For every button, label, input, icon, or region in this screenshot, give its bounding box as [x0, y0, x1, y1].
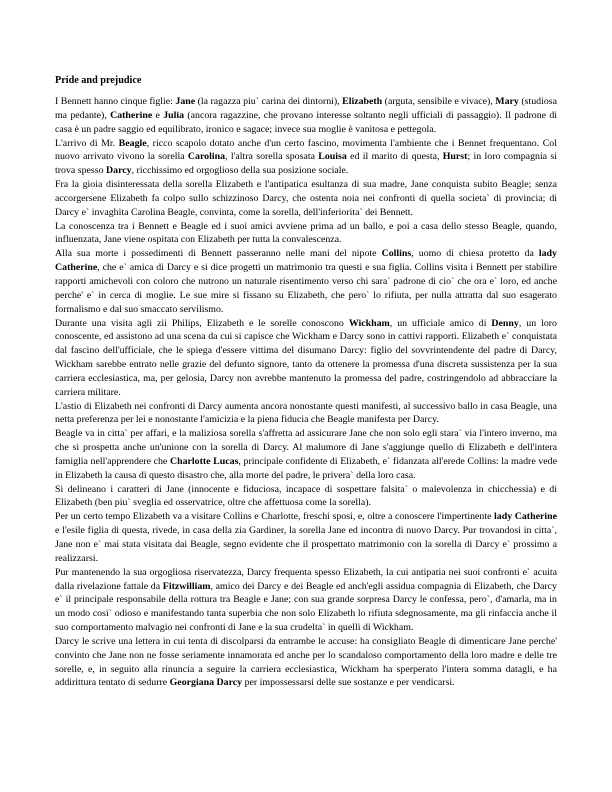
text-run: , ricchissimo ed orgoglioso della sua posizione sociale.	[131, 165, 349, 177]
bold-name: Mary	[495, 96, 519, 107]
text-run: Durante una visita agli zii Philips, Elizabeth e le sorelle conoscono	[55, 317, 349, 329]
text-run: Pur mantenendo la sua orgogliosa riservatezza, Darcy frequenta spesso Elizabeth, la cui antipatia nei suoi confronti e` acuita dalla rivelazione fattale da	[55, 566, 557, 592]
text-run: Si delineano i caratteri di Jane (innocente e fiduciosa, incapace di sospettare falsita` o malevolenza in chicchessia) e di Elizabeth (ben piu` sveglia ed osservatrice, oltre che affettuosa come la sorella).	[55, 483, 557, 509]
bold-name: lady Catherine	[494, 511, 557, 523]
text-run: (studiosa ma pedante),	[55, 96, 557, 121]
text-run: , amico dei Darcy e dei Beagle ed anch'egli assidua compagnia di Elizabeth, che Darcy e` il principale responsabile della rottura tra Beagle e Jane; con sua grande sorpresa Darcy le confessa, pero`, d'amarla, ma in un modo cosi` odioso e manifestando tanta superbia che non solo Elizabeth lo rifiuta sdegnosamente, ma gli rinfaccia anche il suo comportamento malvagio nei confronti di Jane e la sua crudelta` in quelli di Wickham.	[55, 580, 557, 634]
text-run: Fra la gioia disinteressata della sorella Elizabeth e l'antipatica esultanza di sua madre, Jane conquista subito Beagle; senza accorgersene Elizabeth fa colpo sullo schizzinoso Darcy, che ostenta noia nei confronti di quella societa` di provincia; di Darcy e` invaghita Carolina Beagle, convinta, come la sorella, dell'inferiorita` dei Bennett.	[55, 179, 557, 218]
text-run: , che e` amica di Darcy e si dice progetti un matrimonio tra questi e sua figlia. Collins visita i Bennett per stabilire rapporti amichevoli con coloro che nutrono un naturale risentimento verso chi sara` padrone di cio` che ora e` loro, ed anche perche' e` in cerca di moglie. Le sue mire si fissano su Elizabeth, che pero` lo rifiuta, per nulla attratta dal suo esagerato formalismo e dal suo smaccato servilismo.	[55, 262, 557, 315]
text-run: , uomo di chiesa protetto da	[411, 248, 539, 260]
text-run: , principale confidente di Elizabeth, e` fidanzata all'erede Collins: la madre vede in Elizabeth la causa di questo disastro che, alla morte del padre, le privera` della loro casa.	[55, 455, 558, 481]
paragraph	[55, 400, 557, 428]
bold-name: Jane	[175, 96, 196, 107]
text-run: Darcy le scrive una lettera in cui tenta di discolparsi da entrambe le accuse: ha consigliato Beagle di dimenticare Jane perche' convinto che Jane non ne fosse seriamente innamorata ed anche per lo scandaloso comportamento della loro madre e delle tre sorelle, e, in seguito alla rinuncia a seguire la carriera ecclesiastica, Wickham ha sperperato l'intera somma datagli, e ha addirittura tentato di sedurre	[55, 635, 557, 689]
paragraph	[55, 510, 557, 565]
bold-name: Wickham	[348, 317, 390, 329]
bold-name: Elizabeth	[342, 96, 383, 107]
bold-name: Georgiana Darcy	[169, 677, 243, 689]
text-run: ; in loro compagnia si trova spesso	[55, 151, 557, 177]
document-title: Pride and prejudice	[55, 75, 142, 86]
text-run: La conoscenza tra i Bennett e Beagle ed i suoi amici avviene prima ad un ballo, e poi a casa dello stesso Beagle, quando, influenzata, Jane viene ospitata con Elizabeth per tutta la convalescenza.	[55, 220, 557, 246]
text-run: , ricco scapolo dotato anche d'un certo fascino, movimenta l'ambiente che i Bennet frequentano. Col nuovo arrivato vivono la sorella	[55, 137, 557, 163]
text-run: Beagle va in citta` per affari, e la maliziosa sorella s'affretta ad assicurare Jane che non solo egli stara` via l'intero inverno, ma che si prospetta anche un'unione con la sorella di Darcy. Al malumore di Jane s'aggiunge quello di Elizabeth e dell'intera famiglia nell'apprendere che	[55, 428, 557, 467]
text-run: Alla sua morte i possedimenti di Bennett passeranno nelle mani del nipote	[55, 248, 382, 260]
paragraph	[55, 220, 557, 248]
text-run: Per un certo tempo Elizabeth va a visitare Collins e Charlotte, freschi sposi, e, oltre a conoscere l'impertinente	[55, 511, 495, 523]
text-run: e l'esile figlia di questa, rivede, in casa della zia Gardiner, la sorella Jane ed incontra di nuovo Darcy. Pur trovandosi in citta`, Jane non e` mai stata visitata dai Beagle, segno evidente che il prospettato matrimonio con la sorella di Darcy e` prossimo a realizzarsi.	[55, 525, 557, 564]
text-run: , l'altra sorella sposata	[225, 151, 319, 163]
text-run: L'astio di Elizabeth nei confronti di Darcy aumenta ancora nonostante questi manifesti, al successivo ballo in casa Beagle, una netta preferenza per lei e nonostante l'amicizia e la piena fiducia che Beagle manifesta per Darcy.	[55, 400, 557, 426]
text-run: per impossessarsi delle sue sostanze e per vendicarsi.	[242, 677, 455, 689]
text-run: (arguta, sensibile e vivace),	[382, 96, 496, 107]
document-content	[55, 74, 557, 690]
text-run: (la ragazza piu` carina dei dintorni),	[195, 96, 343, 107]
bold-name: Darcy	[106, 165, 132, 177]
bold-name: Charlotte Lucas	[169, 455, 239, 467]
bold-name: Catherine	[110, 109, 153, 121]
paragraph	[55, 247, 557, 316]
paragraph	[55, 95, 557, 137]
bold-name: Hurst	[442, 151, 468, 163]
text-run: L'arrivo di Mr.	[55, 137, 119, 149]
paragraph	[55, 427, 557, 482]
bold-name: Carolina	[187, 151, 226, 163]
text-run: (ancora ragazzine, che provano interesse soltanto negli ufficiali di passaggio). Il padrone di casa è un padre saggio ed equilibrato, ironico e sagace; invece sua moglie è vanitosa e pettegola.	[55, 109, 558, 135]
text-run: , un loro conoscente, ed assistono ad una scena da cui si capisce che Wickham e Darcy sono in cattivi rapporti. Elizabeth e` conquistata dal fascino dell'ufficiale, che le spiega d'essere vittima del disumano Darcy: figlio del sovvrintendente del padre di Darcy, Wickham sarebbe entrato nelle grazie del defunto signore, tanto da ottenere la promessa d'una discreta sussistenza per la sua carriera ecclesiastica, ma, per gelosia, Darcy non avrebbe mantenuto la promessa del padre, costringendolo ad abbracciare la carriera militare.	[55, 317, 557, 398]
text-run: I Bennett hanno cinque figlie:	[55, 96, 176, 107]
bold-name: lady Catherine	[55, 248, 557, 274]
paragraph	[55, 317, 557, 400]
text-run: e	[152, 109, 164, 121]
bold-name: Beagle	[118, 137, 147, 149]
bold-name: Louisa	[318, 151, 347, 163]
bold-name: Denny	[491, 317, 519, 329]
text-run: , un ufficiale amico di	[389, 317, 492, 329]
paragraph	[55, 635, 557, 690]
bold-name: Collins	[381, 248, 412, 260]
paragraph	[55, 137, 557, 179]
bold-name: Julia	[163, 109, 185, 121]
paragraph	[55, 483, 557, 511]
text-run: ed il marito di questa,	[346, 151, 443, 163]
document-body	[55, 95, 557, 690]
paragraph	[55, 566, 557, 635]
paragraph	[55, 178, 557, 220]
bold-name: Fitzwilliam	[162, 580, 211, 592]
